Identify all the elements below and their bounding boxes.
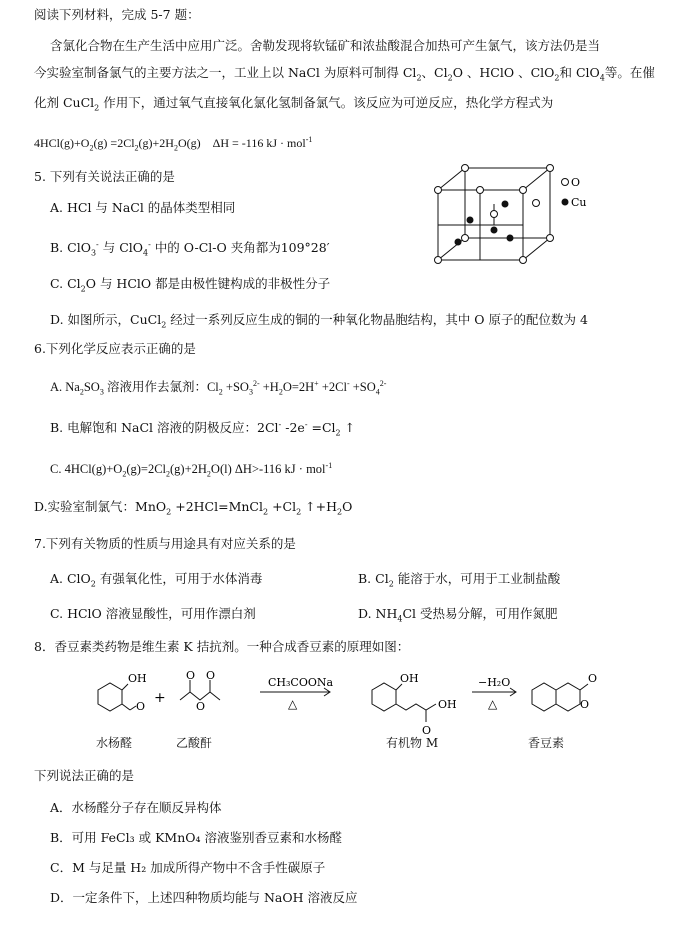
- reaction-scheme: [80, 668, 640, 736]
- coumarin-ring-b: [556, 683, 580, 711]
- material-line-2: 今实验室制备氯气的主要方法之一，工业上以 NaCl 为原料可制得 $Cl_2$、$Cl_2O$ 、HClO 、ClO$_2$和 ClO$_4$等。在催: [34, 65, 655, 83]
- q6-option-a: A. $Na_2SO_3$ 溶液用作去氯剂：$Cl_2 +SO_3^{2-} +H_2O=2H^+ +2Cl^- +SO_4^{2-}$: [50, 379, 387, 397]
- q5-option-c: C. $Cl_2O$ 与 HClO 都是由极性键构成的非极性分子: [50, 276, 331, 294]
- q6-option-d: D.实验室制氯气：MnO$_2$ +2HCl=MnCl$_2$ $+Cl_2$ $↑+H_2O$: [34, 499, 353, 517]
- salicylaldehyde-o-label: O: [136, 700, 146, 713]
- heat-symbol-1: △: [288, 697, 298, 711]
- heat-symbol-2: △: [488, 697, 498, 711]
- legend-o-label: O: [571, 176, 581, 189]
- q8-option-c: C．M 与足量 H₂ 加成所得产物中不含手性碳原子: [50, 860, 326, 875]
- q8-prompt: 下列说法正确的是: [34, 768, 135, 783]
- coumarin-carbonyl-o-label: O: [588, 672, 598, 685]
- plus-sign: +: [154, 690, 166, 706]
- q5-option-d: D. 如图所示，CuCl$_2$ 经过一系列反应生成的铜的一种氧化物晶胞结构，其中 O 原子的配位数为 4: [50, 312, 588, 330]
- coumarin-ring-o-label: O: [580, 698, 590, 711]
- name-coumarin: 香豆素: [528, 736, 565, 750]
- q8-stem: 8．香豆素类药物是维生素 K 拮抗剂。一种合成香豆素的原理如图：: [34, 639, 410, 654]
- q7-option-a: A. ClO$_2$ 有强氧化性，可用于水体消毒: [50, 571, 263, 589]
- section-intro: 阅读下列材料，完成 5-7 题：: [34, 7, 200, 22]
- q7-option-c: C. HClO 溶液显酸性，可用作漂白剂: [50, 606, 256, 621]
- q7-option-b: B. $Cl_2$ 能溶于水，可用于工业制盐酸: [358, 571, 561, 589]
- legend-cu-label: Cu: [571, 196, 587, 209]
- name-acetic-anhydride: 乙酸酐: [176, 736, 213, 750]
- q6-option-c: C. $4HCl(g)+O_2(g)=2Cl_2(g)+2H_2O(l)$ ΔH>-116 kJ · mol$^{-1}$: [50, 461, 333, 479]
- q8-option-a: A．水杨醛分子存在顺反异构体: [50, 800, 222, 815]
- q8-option-d: D．一定条件下，上述四种物质均能与 NaOH 溶液反应: [50, 890, 358, 905]
- q6-option-b: B. 电解饱和 NaCl 溶液的阴极反应：2Cl- $-2e^- =Cl_2$ ↑: [50, 420, 356, 438]
- compound-m-oh-label-2: OH: [438, 698, 457, 711]
- name-salicylaldehyde: 水杨醛: [96, 736, 133, 750]
- compound-m-o-label: O: [422, 724, 432, 736]
- q7-stem: 7.下列有关物质的性质与用途具有对应关系的是: [34, 536, 296, 551]
- salicylaldehyde-ring: [98, 683, 122, 711]
- acetic-anhydride-chain: [180, 692, 220, 700]
- q5-option-a: A. HCl 与 NaCl 的晶体类型相同: [50, 200, 236, 215]
- compound-m-ring: [372, 683, 396, 711]
- coumarin-ring-a: [532, 683, 556, 711]
- material-line-1: 含氯化合物在生产生活中应用广泛。舍勒发现将软锰矿和浓盐酸混合加热可产生氯气，该方法仍是当: [50, 38, 601, 53]
- material-line-3: 化剂 CuCl$_2$ 作用下，通过氧气直接氧化氯化氢制备氯气。该反应为可逆反应，热化学方程式为: [34, 95, 554, 113]
- q7-option-d: D. $NH_4Cl$ 受热易分解，可用作氮肥: [358, 606, 558, 624]
- anhydride-o-label-2: O: [206, 669, 216, 682]
- q5-option-b: B. ClO$_3$- 与 ClO$_4$- 中的 O-Cl-O 夹角都为109°28′: [50, 240, 330, 258]
- anhydride-o-label-1: O: [186, 669, 196, 682]
- reagent-dehydration: −H₂O: [478, 676, 511, 689]
- anhydride-bridge-o-label: O: [196, 700, 206, 713]
- q5-stem: 5. 下列有关说法正确的是: [34, 169, 175, 184]
- thermochemical-equation: $4HCl(g)+O_2(g) =2Cl_2(g)+2H_2O(g)$ ΔH = -116 kJ · mol$^{-1}$: [34, 135, 313, 153]
- crystal-cell-diagram: [430, 160, 590, 270]
- reagent-ch3coona: CH₃COONa: [268, 676, 334, 689]
- q8-option-b: B．可用 FeCl₃ 或 KMnO₄ 溶液鉴别香豆素和水杨醛: [50, 830, 342, 845]
- salicylaldehyde-oh-label: OH: [128, 672, 147, 685]
- compound-m-oh-label-1: OH: [400, 672, 419, 685]
- q6-stem: 6.下列化学反应表示正确的是: [34, 341, 196, 356]
- name-compound-m: 有机物 M: [386, 736, 439, 750]
